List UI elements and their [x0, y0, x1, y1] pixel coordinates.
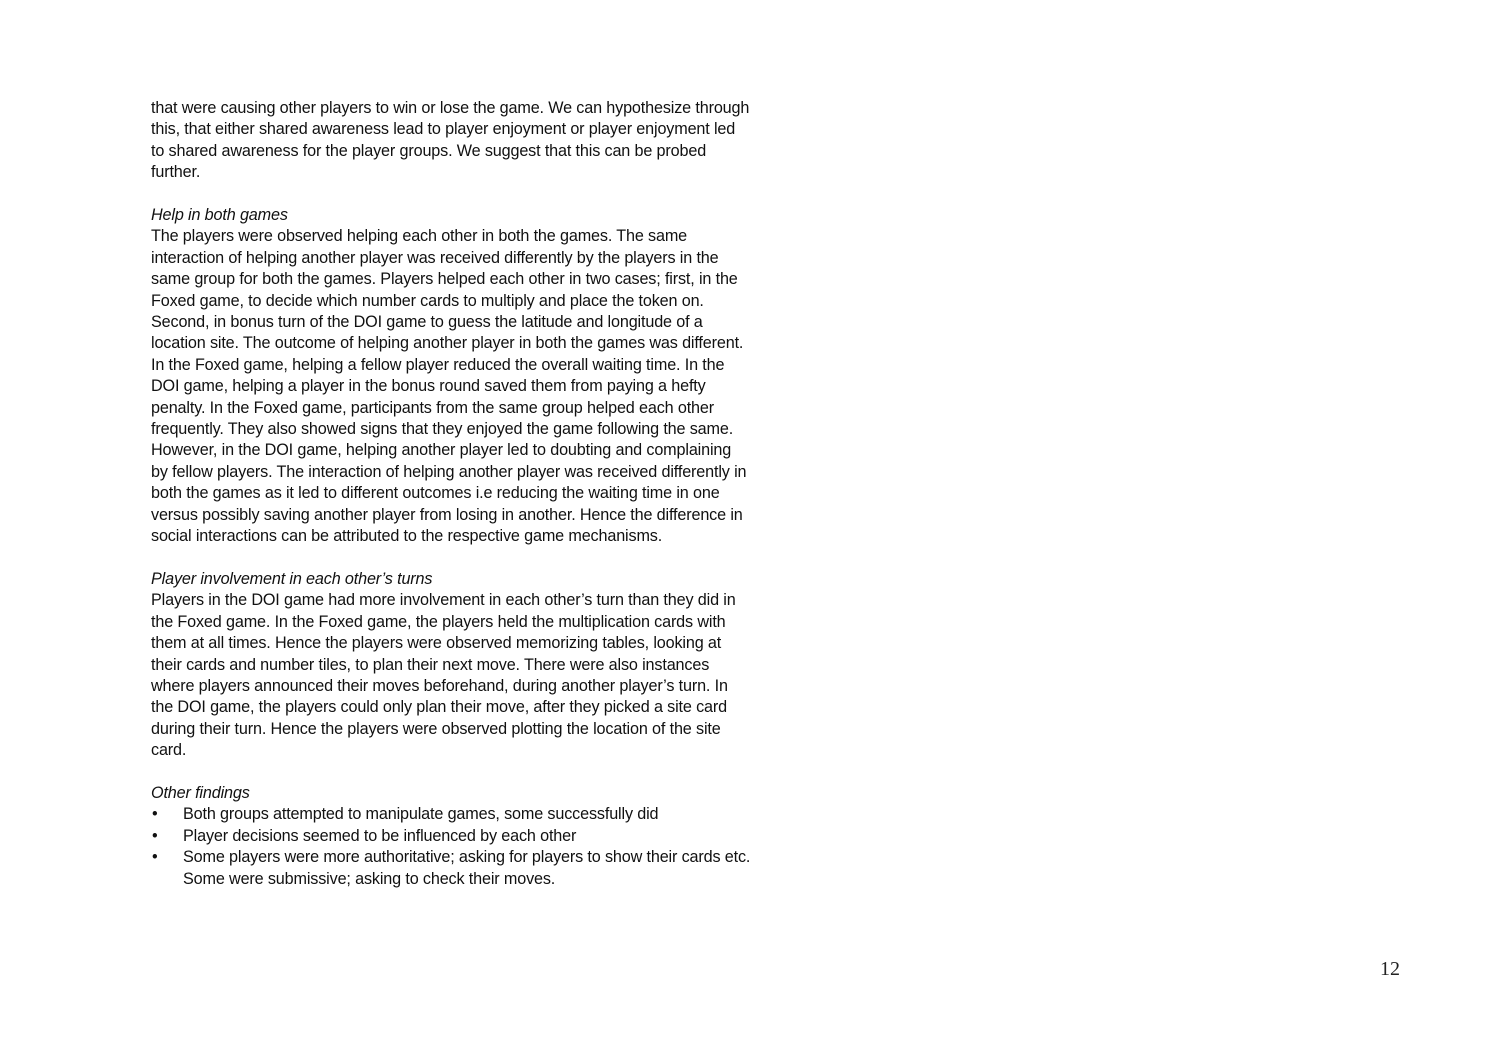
text-column — [151, 98, 751, 890]
section-body-player-involvement: Players in the DOI game had more involvement in each other’s turn than they did in the Foxed game. In the Foxed game, the players held the multiplication cards with them at all times. Hence the players were observed memorizing tables, looking at their cards and number tiles, to plan their next move. There were also instances where players announced their moves beforehand, during another player’s turn. In the DOI game, the players could only plan their move, after they picked a site card during their turn. Hence the players were observed plotting the location of the site card. — [151, 591, 736, 760]
bullet-icon: • — [152, 826, 158, 845]
section-body-help-in-both-games: The players were observed helping each other in both the games. The same interaction of helping another player was received differently by the players in the same group for both the games. Players helped each other in two cases; first, in the Foxed game, to decide which number cards to multiply and place the token on. Second, in bonus turn of the DOI game to guess the latitude and longitude of a location site. The outcome of helping another player in both the games was different. In the Foxed game, helping a fellow player reduced the overall waiting time. In the DOI game, helping a player in the bonus round saved them from paying a hefty penalty. In the Foxed game, participants from the same group helped each other frequently. They also showed signs that they enjoyed the game following the same. However, in the DOI game, helping another player led to doubting and complaining by fellow players. The interaction of helping another player was received differently in both the games as it led to different outcomes i.e reducing the waiting time in one versus possibly saving another player from losing in another. Hence the difference in social interactions can be attributed to the respective game mechanisms. — [151, 227, 747, 546]
paragraph-spacer — [151, 184, 751, 205]
list-item-text: Some players were more authoritative; asking for players to show their cards etc. Some were submissive; asking to check their moves. — [183, 848, 751, 888]
bullet-icon: • — [152, 805, 158, 824]
section-heading-help-in-both-games: Help in both games — [151, 206, 288, 225]
list-item — [151, 847, 751, 890]
other-findings-list — [151, 804, 751, 890]
intro-paragraph: that were causing other players to win or lose the game. We can hypothesize through this, that either shared awareness lead to player enjoyment or player enjoyment led to shared awareness for the player groups. We suggest that this can be probed further. — [151, 99, 750, 182]
list-item — [151, 804, 751, 825]
list-item-text: Player decisions seemed to be influenced by each other — [183, 826, 577, 845]
list-item — [151, 826, 751, 847]
section-heading-other-findings: Other findings — [151, 783, 250, 802]
page-number: 12 — [1380, 958, 1400, 980]
section-heading-player-involvement: Player involvement in each other’s turns — [151, 569, 433, 588]
paragraph-spacer — [151, 548, 751, 569]
bullet-icon: • — [152, 848, 158, 867]
list-item-text: Both groups attempted to manipulate games, some successfully did — [183, 805, 659, 824]
paragraph-spacer — [151, 762, 751, 783]
